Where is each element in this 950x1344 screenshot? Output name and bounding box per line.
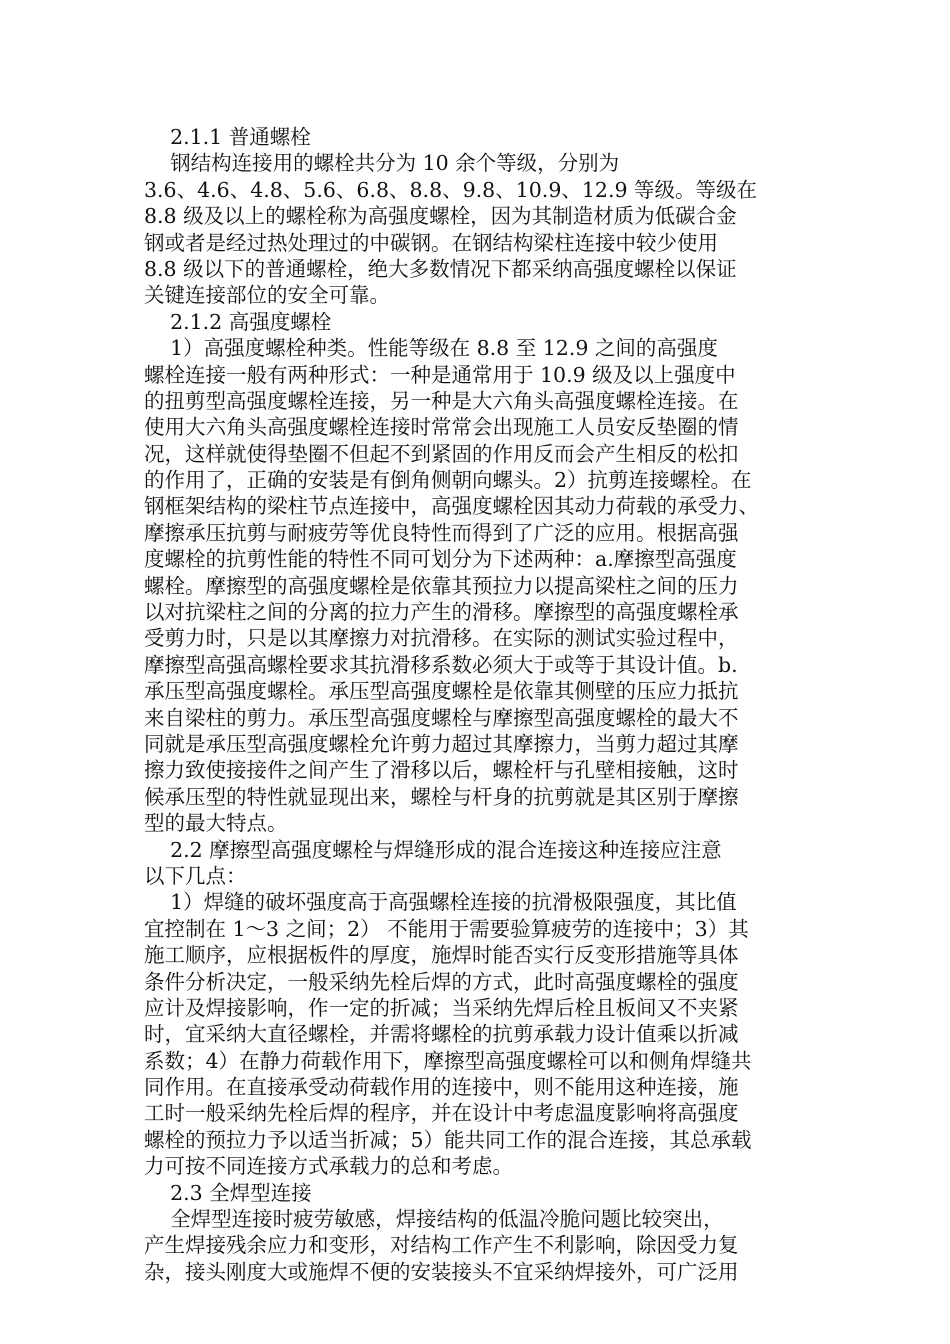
- text-line: 8.8 级以下的普通螺栓，绝大多数情况下都采纳高强度螺栓以保证: [144, 256, 737, 281]
- text-line: 的作用了，正确的安装是有倒角侧朝向螺头。2）抗剪连接螺栓。在: [144, 468, 752, 493]
- text-line: 的扭剪型高强度螺栓连接，另一种是大六角头高强度螺栓连接。在: [144, 388, 739, 413]
- text-line: 钢结构连接用的螺栓共分为 10 余个等级，分别为: [144, 151, 620, 176]
- text-line: 螺栓的预拉力予以适当折减；5）能共同工作的混合连接，其总承载: [144, 1127, 752, 1152]
- text-line: 螺栓连接一般有两种形式：一种是通常用于 10.9 级及以上强度中: [144, 362, 736, 387]
- text-line: 2.2 摩擦型高强度螺栓与焊缝形成的混合连接这种连接应注意: [144, 837, 722, 862]
- text-line: 螺栓。摩擦型的高强度螺栓是依靠其预拉力以提高梁柱之间的压力: [144, 573, 739, 598]
- text-line: 1）焊缝的破坏强度高于高强螺栓连接的抗滑极限强度，其比值: [144, 890, 737, 915]
- text-line: 同作用。在直接承受动荷载作用的连接中，则不能用这种连接，施: [144, 1075, 739, 1100]
- text-line: 2.1.2 高强度螺栓: [144, 309, 332, 334]
- text-line: 2.3 全焊型连接: [144, 1180, 312, 1205]
- text-line: 承压型高强度螺栓。承压型高强度螺栓是依靠其侧壁的压应力抵抗: [144, 679, 739, 704]
- text-line: 同就是承压型高强度螺栓允许剪力超过其摩擦力，当剪力超过其摩: [144, 731, 739, 756]
- text-line: 工时一般采纳先栓后焊的程序，并在设计中考虑温度影响将高强度: [144, 1101, 739, 1126]
- text-line: 以对抗梁柱之间的分离的拉力产生的滑移。摩擦型的高强度螺栓承: [144, 600, 739, 625]
- text-line: 摩擦型高强高螺栓要求其抗滑移系数必须大于或等于其设计值。b.: [144, 652, 738, 677]
- text-line: 使用大六角头高强度螺栓连接时常常会出现施工人员安反垫圈的情: [144, 415, 739, 440]
- text-line: 系数；4）在静力荷载作用下，摩擦型高强度螺栓可以和侧角焊缝共: [144, 1048, 752, 1073]
- text-line: 全焊型连接时疲劳敏感，焊接结构的低温冷脆问题比较突出，: [144, 1207, 724, 1232]
- text-line: 3.6、4.6、4.8、5.6、6.8、8.8、9.8、10.9、12.9 等级。等级在: [144, 177, 758, 202]
- text-line: 条件分析决定，一般采纳先栓后焊的方式，此时高强度螺栓的强度: [144, 969, 739, 994]
- text-line: 擦力致使接接件之间产生了滑移以后，螺栓杆与孔壁相接触，这时: [144, 758, 739, 783]
- text-line: 杂，接头刚度大或施焊不便的安装接头不宜采纳焊接外，可广泛用: [144, 1259, 739, 1284]
- text-line: 来自梁柱的剪力。承压型高强度螺栓与摩擦型高强度螺栓的最大不: [144, 705, 739, 730]
- text-line: 宜控制在 1～3 之间；2） 不能用于需要验算疲劳的连接中；3）其: [144, 916, 749, 941]
- text-line: 型的最大特点。: [144, 811, 288, 836]
- text-line: 钢或者是经过热处理过的中碳钢。在钢结构梁柱连接中较少使用: [144, 230, 718, 255]
- text-line: 1）高强度螺栓种类。性能等级在 8.8 至 12.9 之间的高强度: [144, 336, 718, 361]
- text-line: 钢框架结构的梁柱节点连接中，高强度螺栓因其动力荷载的承受力、: [144, 494, 759, 519]
- text-line: 以下几点：: [144, 863, 247, 888]
- text-line: 2.1.1 普通螺栓: [144, 125, 311, 149]
- document-body: [144, 124, 804, 1285]
- text-line: 况，这样就使得垫圈不但起不到紧固的作用反而会产生相反的松扣: [144, 441, 739, 466]
- text-line: 时，宜采纳大直径螺栓，并需将螺栓的抗剪承载力设计值乘以折减: [144, 1022, 739, 1047]
- text-line: 产生焊接残余应力和变形，对结构工作产生不利影响，除因受力复: [144, 1233, 739, 1258]
- text-line: 受剪力时，只是以其摩擦力对抗滑移。在实际的测试实验过程中，: [144, 626, 739, 651]
- text-line: 8.8 级及以上的螺栓称为高强度螺栓，因为其制造材质为低碳合金: [144, 204, 737, 229]
- text-line: 力可按不同连接方式承载力的总和考虑。: [144, 1154, 513, 1179]
- text-line: 应计及焊接影响，作一定的折减；当采纳先焊后栓且板间又不夹紧: [144, 995, 739, 1020]
- text-line: 度螺栓的抗剪性能的特性不同可划分为下述两种：a.摩擦型高强度: [144, 547, 737, 572]
- text-line: 关键连接部位的安全可靠。: [144, 283, 390, 308]
- text-line: 施工顺序，应根据板件的厚度，施焊时能否实行反变形措施等具体: [144, 943, 739, 968]
- text-line: 候承压型的特性就显现出来，螺栓与杆身的抗剪就是其区别于摩擦: [144, 784, 739, 809]
- text-line: 摩擦承压抗剪与耐疲劳等优良特性而得到了广泛的应用。根据高强: [144, 520, 739, 545]
